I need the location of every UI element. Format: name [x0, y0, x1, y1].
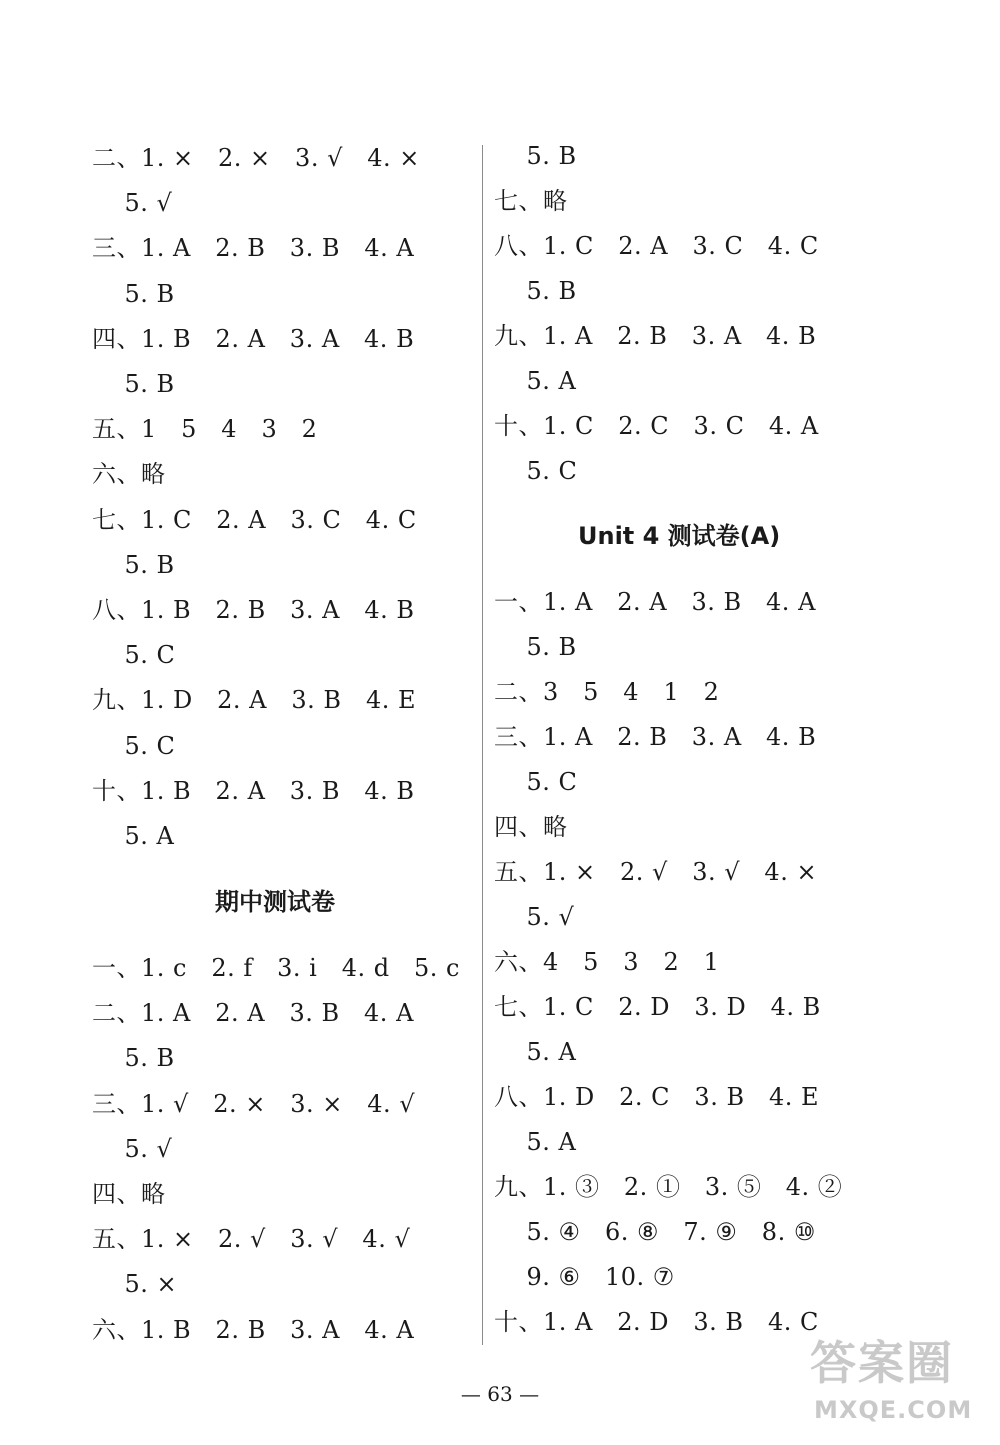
answer-line: 五、1. × 2. √ 3. √ 4. × — [494, 858, 818, 886]
answer-line: 5. B — [92, 370, 175, 398]
answer-line: 5. A — [494, 367, 577, 395]
answer-line: 5. √ — [92, 189, 173, 218]
watermark-url: MXQE.COM — [814, 1396, 973, 1424]
answer-line: 5. √ — [92, 1134, 173, 1163]
answer-line: 七、1. C 2. D 3. D 4. B — [494, 993, 821, 1021]
answer-line: 四、略 — [494, 813, 568, 841]
answer-line: 5. B — [92, 1044, 175, 1073]
section-heading: 期中测试卷 — [215, 888, 335, 916]
answer-line: 二、1. × 2. × 3. √ 4. × — [92, 144, 420, 172]
answer-line: 四、1. B 2. A 3. A 4. B — [92, 324, 415, 353]
answer-line: 十、1. A 2. D 3. B 4. C — [494, 1308, 819, 1336]
watermark-logo-text: 答案圈 — [810, 1336, 954, 1390]
answer-line: 5. C — [92, 731, 176, 760]
answer-line: 八、1. D 2. C 3. B 4. E — [494, 1083, 820, 1111]
answer-line: 七、1. C 2. A 3. C 4. C — [92, 505, 417, 534]
answer-line: 5. C — [494, 768, 578, 796]
answer-line: 5. A — [494, 1038, 577, 1066]
answer-line: 5. C — [494, 457, 578, 485]
watermark — [800, 1335, 990, 1435]
answer-line: 5. × — [92, 1270, 178, 1299]
answer-line: 三、1. A 2. B 3. A 4. B — [494, 723, 817, 751]
answer-line: 七、略 — [494, 187, 568, 215]
answer-line: 一、1. c 2. f 3. i 4. d 5. c — [92, 954, 460, 982]
answer-line: 5. B — [494, 633, 577, 661]
answer-line: 九、1. ③ 2. ① 3. ⑤ 4. ② — [494, 1173, 843, 1201]
answer-line: 十、1. B 2. A 3. B 4. B — [92, 776, 415, 805]
answer-line: 十、1. C 2. C 3. C 4. A — [494, 412, 819, 440]
answer-line: 二、3 5 4 1 2 — [494, 678, 720, 706]
answer-line: 二、1. A 2. A 3. B 4. A — [92, 999, 414, 1028]
answer-line: 九、1. D 2. A 3. B 4. E — [92, 686, 416, 715]
answer-line: 三、1. √ 2. × 3. × 4. √ — [92, 1089, 416, 1118]
answer-line: 5. B — [494, 142, 577, 170]
answer-line: 六、4 5 3 2 1 — [494, 948, 720, 976]
answer-line: 五、1. × 2. √ 3. √ 4. √ — [92, 1225, 411, 1254]
answer-line: 5. A — [494, 1128, 577, 1156]
answer-line: 5. ④ 6. ⑧ 7. ⑨ 8. ⑩ — [494, 1218, 816, 1246]
answer-line: 八、1. B 2. B 3. A 4. B — [92, 596, 415, 624]
answer-line: 5. √ — [494, 903, 575, 931]
answer-line: 六、略 — [92, 460, 166, 489]
answer-line: 五、1 5 4 3 2 — [92, 415, 318, 444]
answer-line: 四、略 — [92, 1180, 166, 1208]
answer-line: 三、1. A 2. B 3. B 4. A — [92, 234, 415, 263]
answer-line: 一、1. A 2. A 3. B 4. A — [494, 588, 816, 616]
answer-line: 5. B — [494, 277, 577, 305]
page-number: — 63 — — [460, 1382, 540, 1406]
answer-line: 八、1. C 2. A 3. C 4. C — [494, 232, 819, 260]
answer-line: 5. C — [92, 641, 176, 670]
answer-line: 5. A — [92, 822, 175, 850]
answer-line: 六、1. B 2. B 3. A 4. A — [92, 1315, 415, 1344]
answer-line: 9. ⑥ 10. ⑦ — [494, 1263, 675, 1291]
answer-line: 九、1. A 2. B 3. A 4. B — [494, 322, 817, 350]
answer-line: 5. B — [92, 279, 175, 308]
section-heading: Unit 4 测试卷(A) — [578, 522, 781, 550]
answer-line: 5. B — [92, 550, 175, 579]
column-divider — [482, 145, 483, 1345]
